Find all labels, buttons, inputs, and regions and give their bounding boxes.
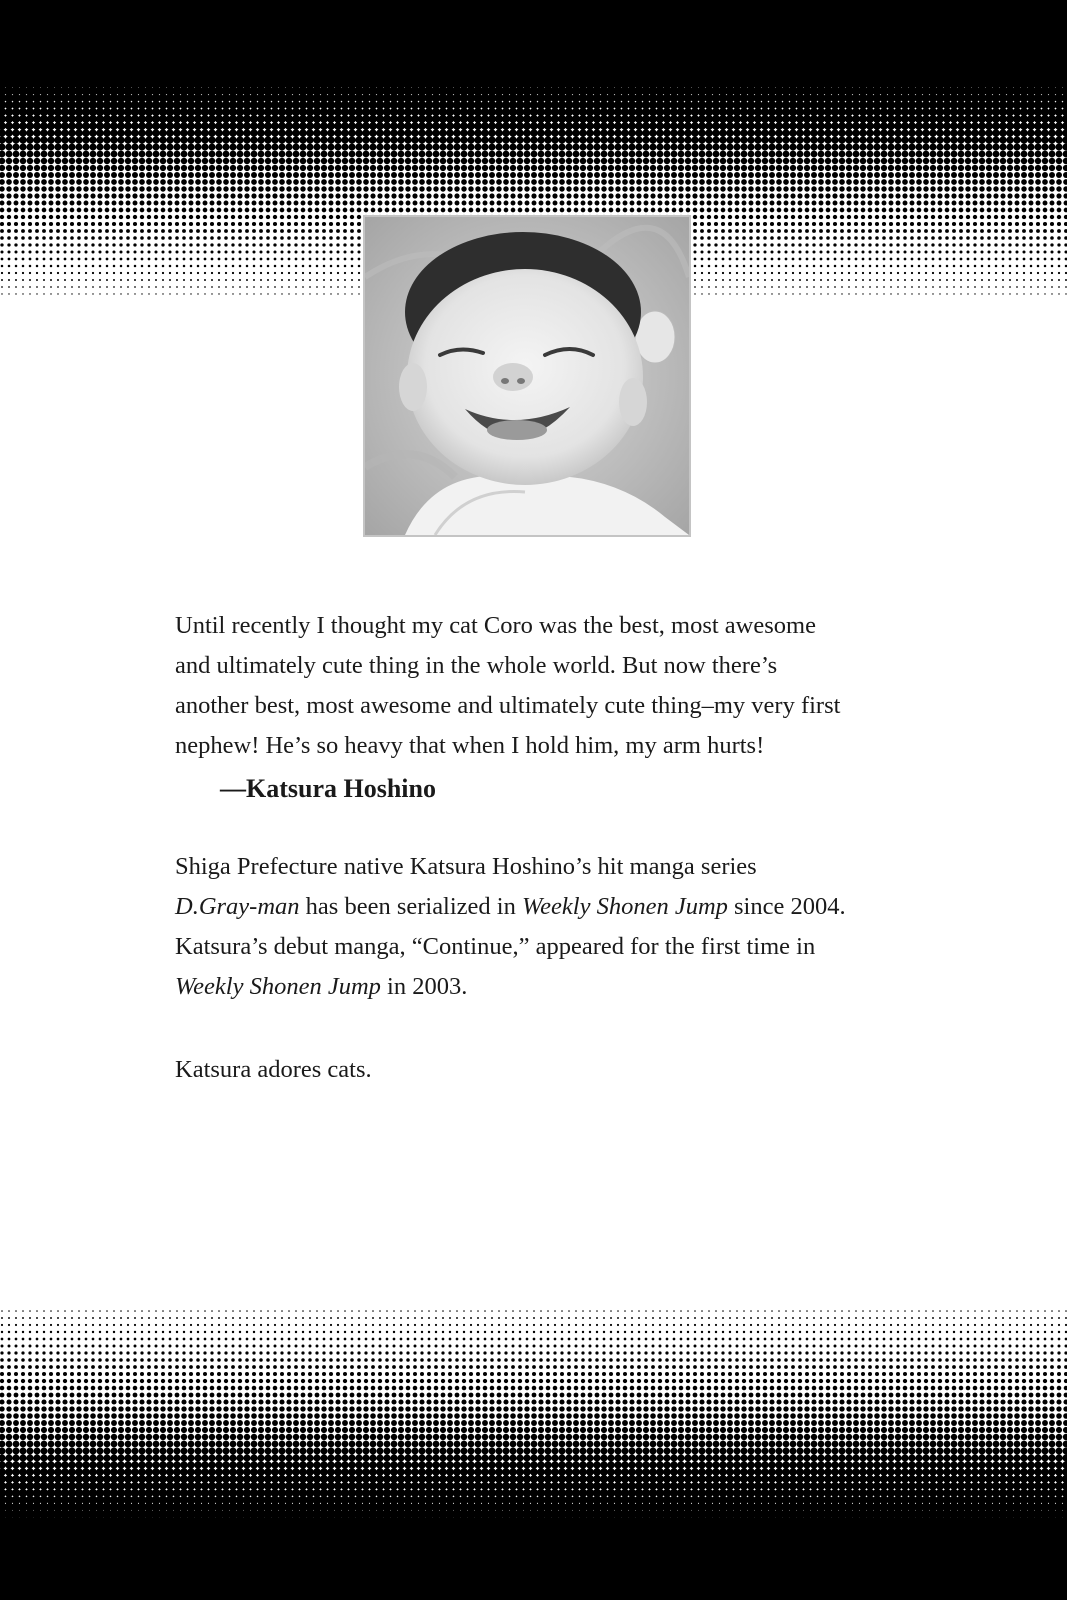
bio-line-4 [175,967,975,1007]
cats-note: Katsura adores cats. [175,1056,372,1083]
bio-line-3: Katsura’s debut manga, “Continue,” appeared for the first time in [175,933,816,960]
series-title: D.Gray-man [175,893,300,920]
magazine-title: Weekly Shonen Jump [175,973,381,1000]
baby-photo [363,215,691,537]
bio-line-1: Shiga Prefecture native Katsura Hoshino’s hit manga series [175,853,757,880]
bio-line-4-end: in 2003. [380,973,468,1000]
halftone-bottom-band [0,1290,1067,1600]
magazine-title: Weekly Shonen Jump [521,893,728,920]
comment-line: and ultimately cute thing in the whole world. But now there’s [175,652,778,679]
author-comment [175,606,975,766]
comment-line: nephew! He’s so heavy that when I hold him, my arm hurts! [175,732,765,759]
comment-line: Until recently I thought my cat Coro was the best, most awesome [175,612,816,639]
author-signature: —Katsura Hoshino [220,774,436,803]
bio-line-2 [175,887,975,927]
author-bio [175,847,975,1007]
comment-line: another best, most awesome and ultimately cute thing–my very first [175,692,841,719]
bio-line-2-end: since 2004. [727,893,846,920]
bio-line-2-middle: has been serialized in [299,893,522,920]
